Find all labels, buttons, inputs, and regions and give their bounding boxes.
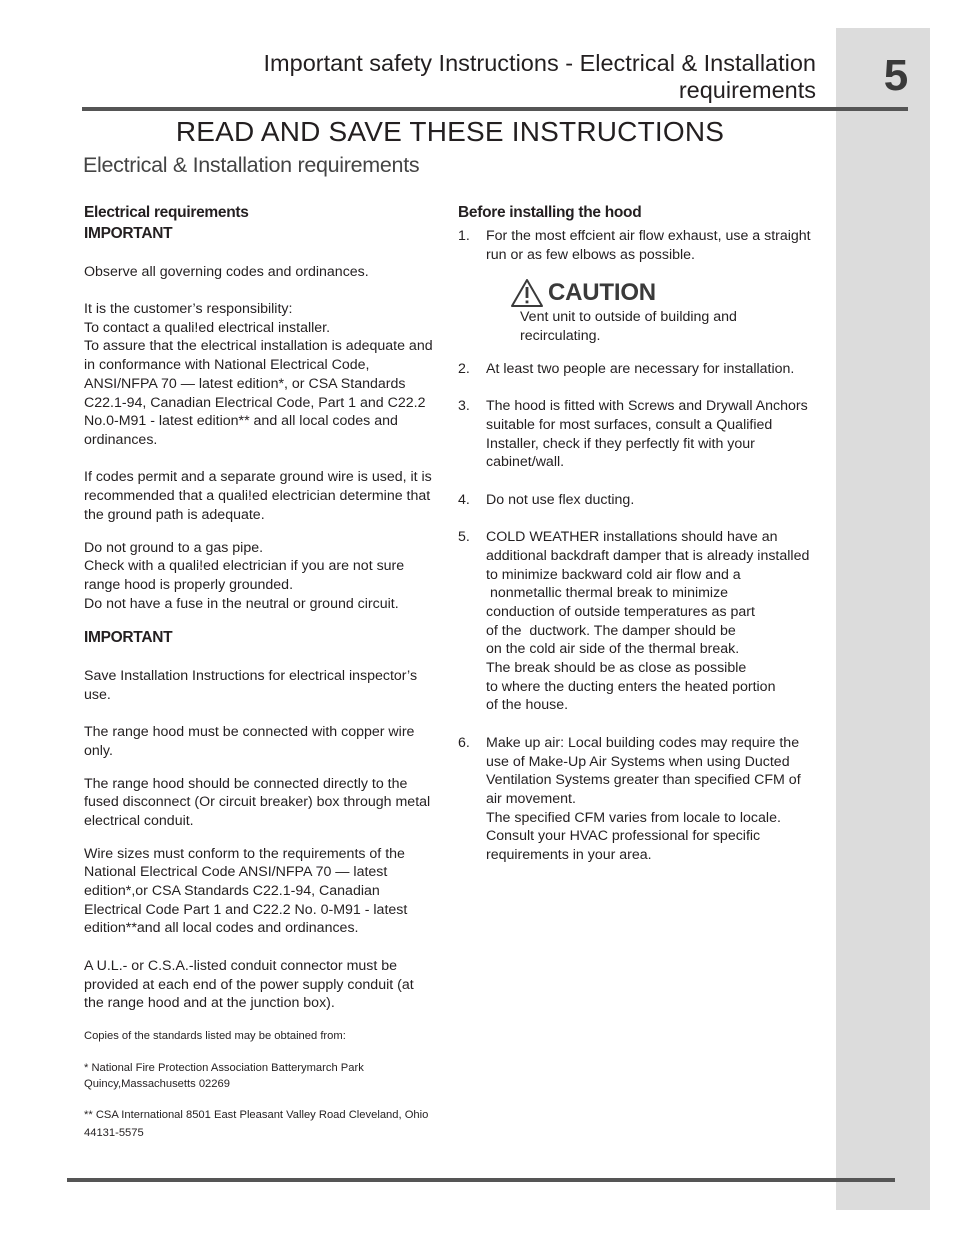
caution-block — [510, 278, 816, 345]
list-text: At least two people are necessary for installation. — [486, 360, 795, 377]
footer-rule — [67, 1178, 895, 1182]
header-title-line1: Important safety Instructions - Electrical & Installation — [263, 50, 816, 76]
paragraph: Observe all governing codes and ordinances. — [84, 263, 369, 280]
electrical-requirements-heading: Electrical requirements — [84, 204, 249, 221]
list-text-line: to where the ducting enters the heated portion — [486, 678, 776, 695]
paragraph: To assure that the electrical installation is adequate and in conformance with National Electrical Code, ANSI/NFPA 70 — latest edition*, or CSA Standards C22.1-94, Canadian Electrical Code, Part 1 and C22.2 No.0-M91 - latest edition** and all local codes and ordinances. — [84, 338, 433, 448]
list-item — [458, 734, 816, 865]
list-text — [486, 528, 816, 715]
list-number: 4. — [458, 491, 470, 508]
list-number: 3. — [458, 398, 470, 415]
list-text: Do not use flex ducting. — [486, 491, 635, 508]
list-item — [458, 227, 816, 346]
section-title: Electrical & Installation requirements — [83, 153, 420, 177]
right-column — [458, 202, 816, 865]
page-number: 5 — [883, 51, 909, 100]
important-heading: IMPORTANT — [84, 629, 173, 647]
before-installing-heading: Before installing the hood — [458, 204, 642, 221]
list-text: The specified CFM varies from locale to locale. Consult your HVAC professional for specific requirements in your area. — [486, 809, 781, 864]
list-item — [458, 491, 816, 510]
main-title: READ AND SAVE THESE INSTRUCTIONS — [175, 116, 725, 147]
footnote: ** CSA International 8501 East Pleasant Valley Road Cleveland, Ohio 44131-5575 — [84, 1108, 429, 1140]
warning-triangle-icon — [510, 278, 544, 308]
list-text-line: of the ductwork. The damper should be — [486, 622, 736, 639]
list-number: 1. — [458, 228, 470, 244]
paragraph: The range hood should be connected directly to the fused disconnect (Or circuit breaker) box through metal electrical conduit. — [84, 775, 431, 829]
list-text: Make up air: Local building codes may require the use of Make-Up Air Systems when using Ducted Ventilation Systems greater than specified CFM of air movement. — [486, 734, 801, 807]
list-text-line: of the house. — [486, 697, 569, 714]
header-title — [176, 50, 816, 104]
paragraph: Wire sizes must conform to the requirements of the National Electrical Code ANSI/NFPA 70 — latest edition*,or CSA Standards C22.1-94, Canadian Electrical Code Part 1 and C22.2 No. 0-M91 - latest edition**and all local codes and ordinances. — [84, 845, 408, 937]
header-title-line2: requirements — [678, 77, 816, 103]
paragraph: Save Installation Instructions for electrical inspector’s use. — [84, 668, 418, 703]
caution-label: CAUTION — [548, 279, 656, 307]
left-column — [84, 202, 434, 1143]
list-item — [458, 397, 816, 472]
list-text-line: conduction of outside temperatures as part — [486, 603, 755, 620]
list-text: For the most effcient air flow exhaust, use a straight run or as few elbows as possible. — [486, 228, 811, 263]
list-number: 6. — [458, 734, 470, 751]
list-text: The hood is fitted with Screws and Drywall Anchors suitable for most surfaces, consult a Qualified Installer, check if they perfectly fit with your cabinet/wall. — [486, 398, 808, 471]
paragraph: Do not ground to a gas pipe. — [84, 539, 264, 556]
list-text-line: COLD WEATHER installations should have an additional backdraft damper that is already installed to minimize backward cold air flow and a — [486, 529, 810, 583]
paragraph: It is the customer’s responsibility: — [84, 301, 293, 318]
important-heading: IMPORTANT — [84, 225, 173, 242]
paragraph: To contact a quali!ed electrical installer. — [84, 319, 331, 336]
list-text-line: The break should be as close as possible — [486, 660, 747, 677]
paragraph: A U.L.- or C.S.A.-listed conduit connector must be provided at each end of the power supply conduit (at the range hood and at the junction box). — [84, 957, 414, 1012]
list-text-line: nonmetallic thermal break to minimize — [486, 585, 729, 602]
page-side-tab — [836, 28, 930, 1210]
paragraph: The range hood must be connected with copper wire only. — [84, 724, 415, 759]
footnote: * National Fire Protection Association Batterymarch Park Quincy,Massachusetts 02269 — [84, 1061, 364, 1090]
paragraph-group — [84, 539, 434, 614]
list-number: 5. — [458, 529, 470, 546]
installation-steps-list — [458, 227, 816, 865]
header-rule — [82, 107, 908, 111]
paragraph: Check with a quali!ed electrician if you are not sure range hood is properly grounded. — [84, 558, 405, 593]
paragraph: Do not have a fuse in the neutral or ground circuit. — [84, 595, 399, 612]
caution-text: Vent unit to outside of building and recirculating. — [520, 309, 737, 345]
paragraph: If codes permit and a separate ground wire is used, it is recommended that a quali!ed electrician determine that the ground path is adequate. — [84, 469, 432, 523]
list-text-line: on the cold air side of the thermal break. — [486, 641, 740, 658]
paragraph-group — [84, 300, 434, 450]
list-item — [458, 528, 816, 715]
footnote: Copies of the standards listed may be obtained from: — [84, 1029, 346, 1042]
list-item — [458, 360, 816, 379]
list-number: 2. — [458, 360, 470, 377]
caution-row — [510, 278, 816, 308]
